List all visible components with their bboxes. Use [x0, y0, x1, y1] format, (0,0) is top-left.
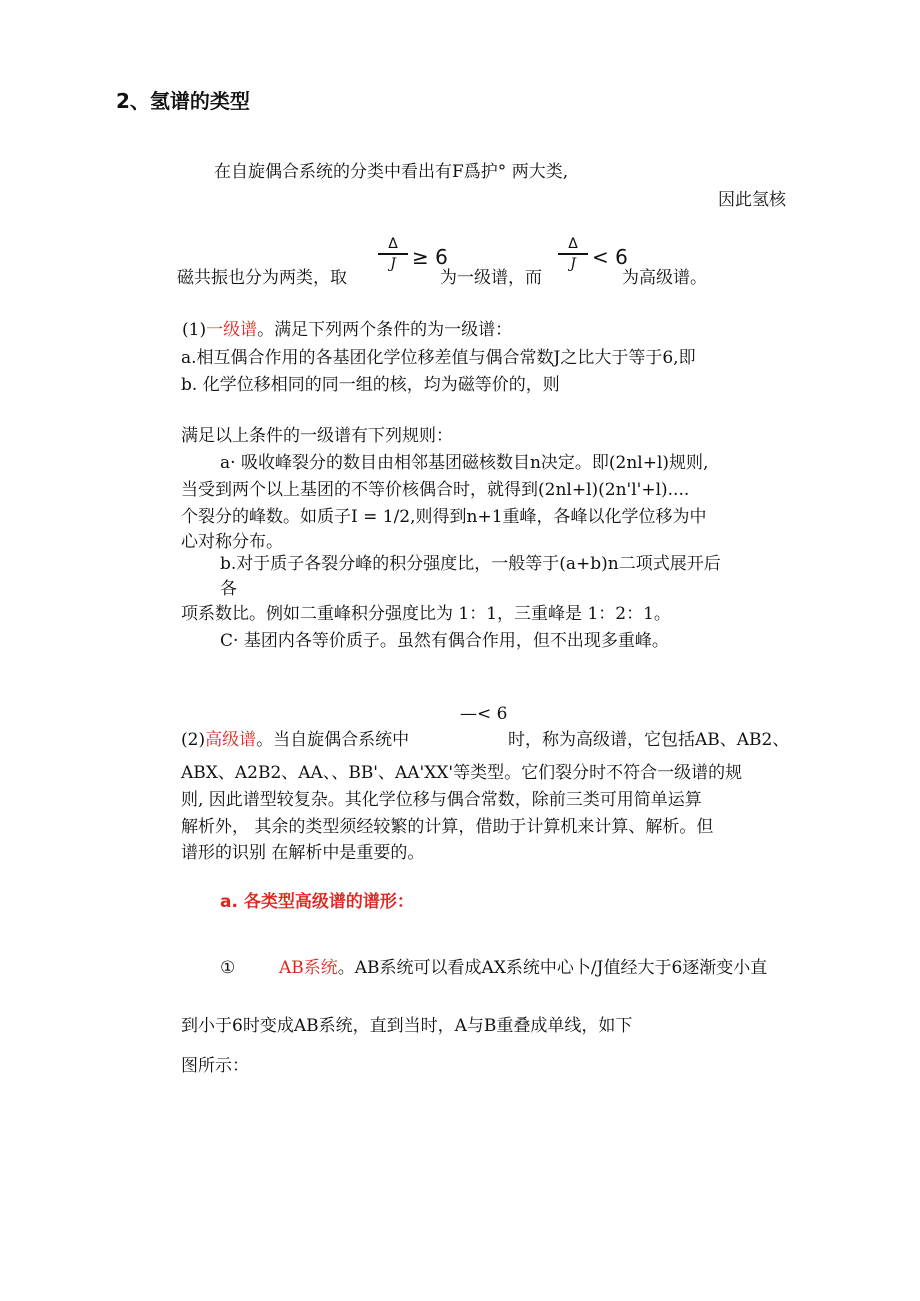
high-order-line-2: ABX、A2B2、AA、、BB'、AA'XX'等类型。它们裂分时不符合一级谱的规	[181, 763, 743, 783]
fraction-denominator: J	[390, 255, 396, 272]
circled-one-marker: ①	[220, 958, 236, 978]
ab-system-line-1	[279, 957, 767, 979]
lt-six-relation: < 6	[592, 245, 628, 269]
fraction-bar	[378, 253, 408, 255]
ab-system-line-3: 图所示：	[181, 1056, 249, 1076]
fraction-numerator: Δ	[388, 236, 398, 252]
rule-b-line-1: b.对于质子各裂分峰的积分强度比，一般等于(a+b)n二项式展开后	[220, 554, 721, 574]
first-order-term: 一级谱	[206, 320, 258, 340]
section-heading: 2、氢谱的类型	[116, 89, 250, 113]
intro-line-3a: 磁共振也分为两类，取	[177, 268, 347, 288]
fraction-bar	[558, 253, 588, 255]
high-order-label	[181, 729, 409, 751]
high-order-line-5: 谱形的识别 在解析中是重要的。	[181, 843, 425, 863]
inline-formula: —< 6	[460, 704, 508, 724]
first-order-label	[182, 319, 512, 341]
first-order-definition: 。满足下列两个条件的为一级谱：	[257, 320, 513, 340]
ab-system-description: 。AB系统可以看成AX系统中心卜/J值经大于6逐渐变小直	[337, 958, 768, 978]
high-order-line-1-tail: 时，称为高级谱，它包括AB、AB2、	[508, 730, 790, 750]
delta-over-j-fraction-2	[558, 236, 588, 272]
rule-b-line-3: 项系数比。例如二重峰积分强度比为 1：1，三重峰是 1：2：1。	[181, 604, 671, 624]
intro-line-2: 因此氢核	[718, 190, 786, 210]
rules-intro: 满足以上条件的一级谱有下列规则：	[181, 426, 453, 446]
subsection-a-heading: a. 各类型高级谱的谱形：	[220, 892, 414, 912]
rule-c: C· 基团内各等价质子。虽然有偶合作用，但不出现多重峰。	[220, 631, 669, 651]
intro-line-3b: 为一级谱，而	[440, 268, 542, 288]
rule-a-line-4: 心对称分布。	[181, 532, 283, 552]
high-order-line-4: 解析外， 其余的类型须经较繁的计算，借助于计算机来计算、解析。但	[181, 817, 714, 837]
intro-line-1: 在自旋偶合系统的分类中看出有F爲护° 两大类,	[214, 162, 569, 182]
intro-line-3c: 为高级谱。	[622, 268, 707, 288]
rule-a-line-3: 个裂分的峰数。如质子I = 1/2,则得到n+1重峰，各峰以化学位移为中	[181, 507, 707, 527]
first-order-prefix: (1)	[182, 320, 207, 340]
fraction-denominator: J	[570, 255, 576, 272]
geq-six-relation: ≥ 6	[412, 245, 448, 269]
fraction-numerator: Δ	[568, 236, 578, 252]
high-order-prefix: (2)	[181, 730, 206, 750]
condition-a: a.相互偶合作用的各基团化学位移差值与偶合常数J之比大于等于6,即	[181, 348, 696, 368]
ab-system-line-2: 到小于6时变成AB系统，直到当时，A与B重叠成单线，如下	[181, 1016, 633, 1036]
rule-a-line-1: a· 吸收峰裂分的数目由相邻基团磁核数目n决定。即(2nl+l)规则,	[220, 453, 709, 473]
high-order-term: 高级谱	[205, 730, 257, 750]
rule-a-line-2: 当受到两个以上基团的不等价核偶合时，就得到(2nl+l)(2n'l'+l)....	[181, 480, 690, 500]
rule-b-line-2: 各	[220, 579, 237, 599]
condition-b: b. 化学位移相同的同一组的核，均为磁等价的，则	[181, 375, 560, 395]
ab-system-term: AB系统	[279, 958, 338, 978]
high-order-line-3: 则, 因此谱型较复杂。其化学位移与偶合常数，除前三类可用简单运算	[181, 790, 702, 810]
high-order-definition: 。当自旋偶合系统中	[256, 730, 410, 750]
delta-over-j-fraction-1	[378, 236, 408, 272]
